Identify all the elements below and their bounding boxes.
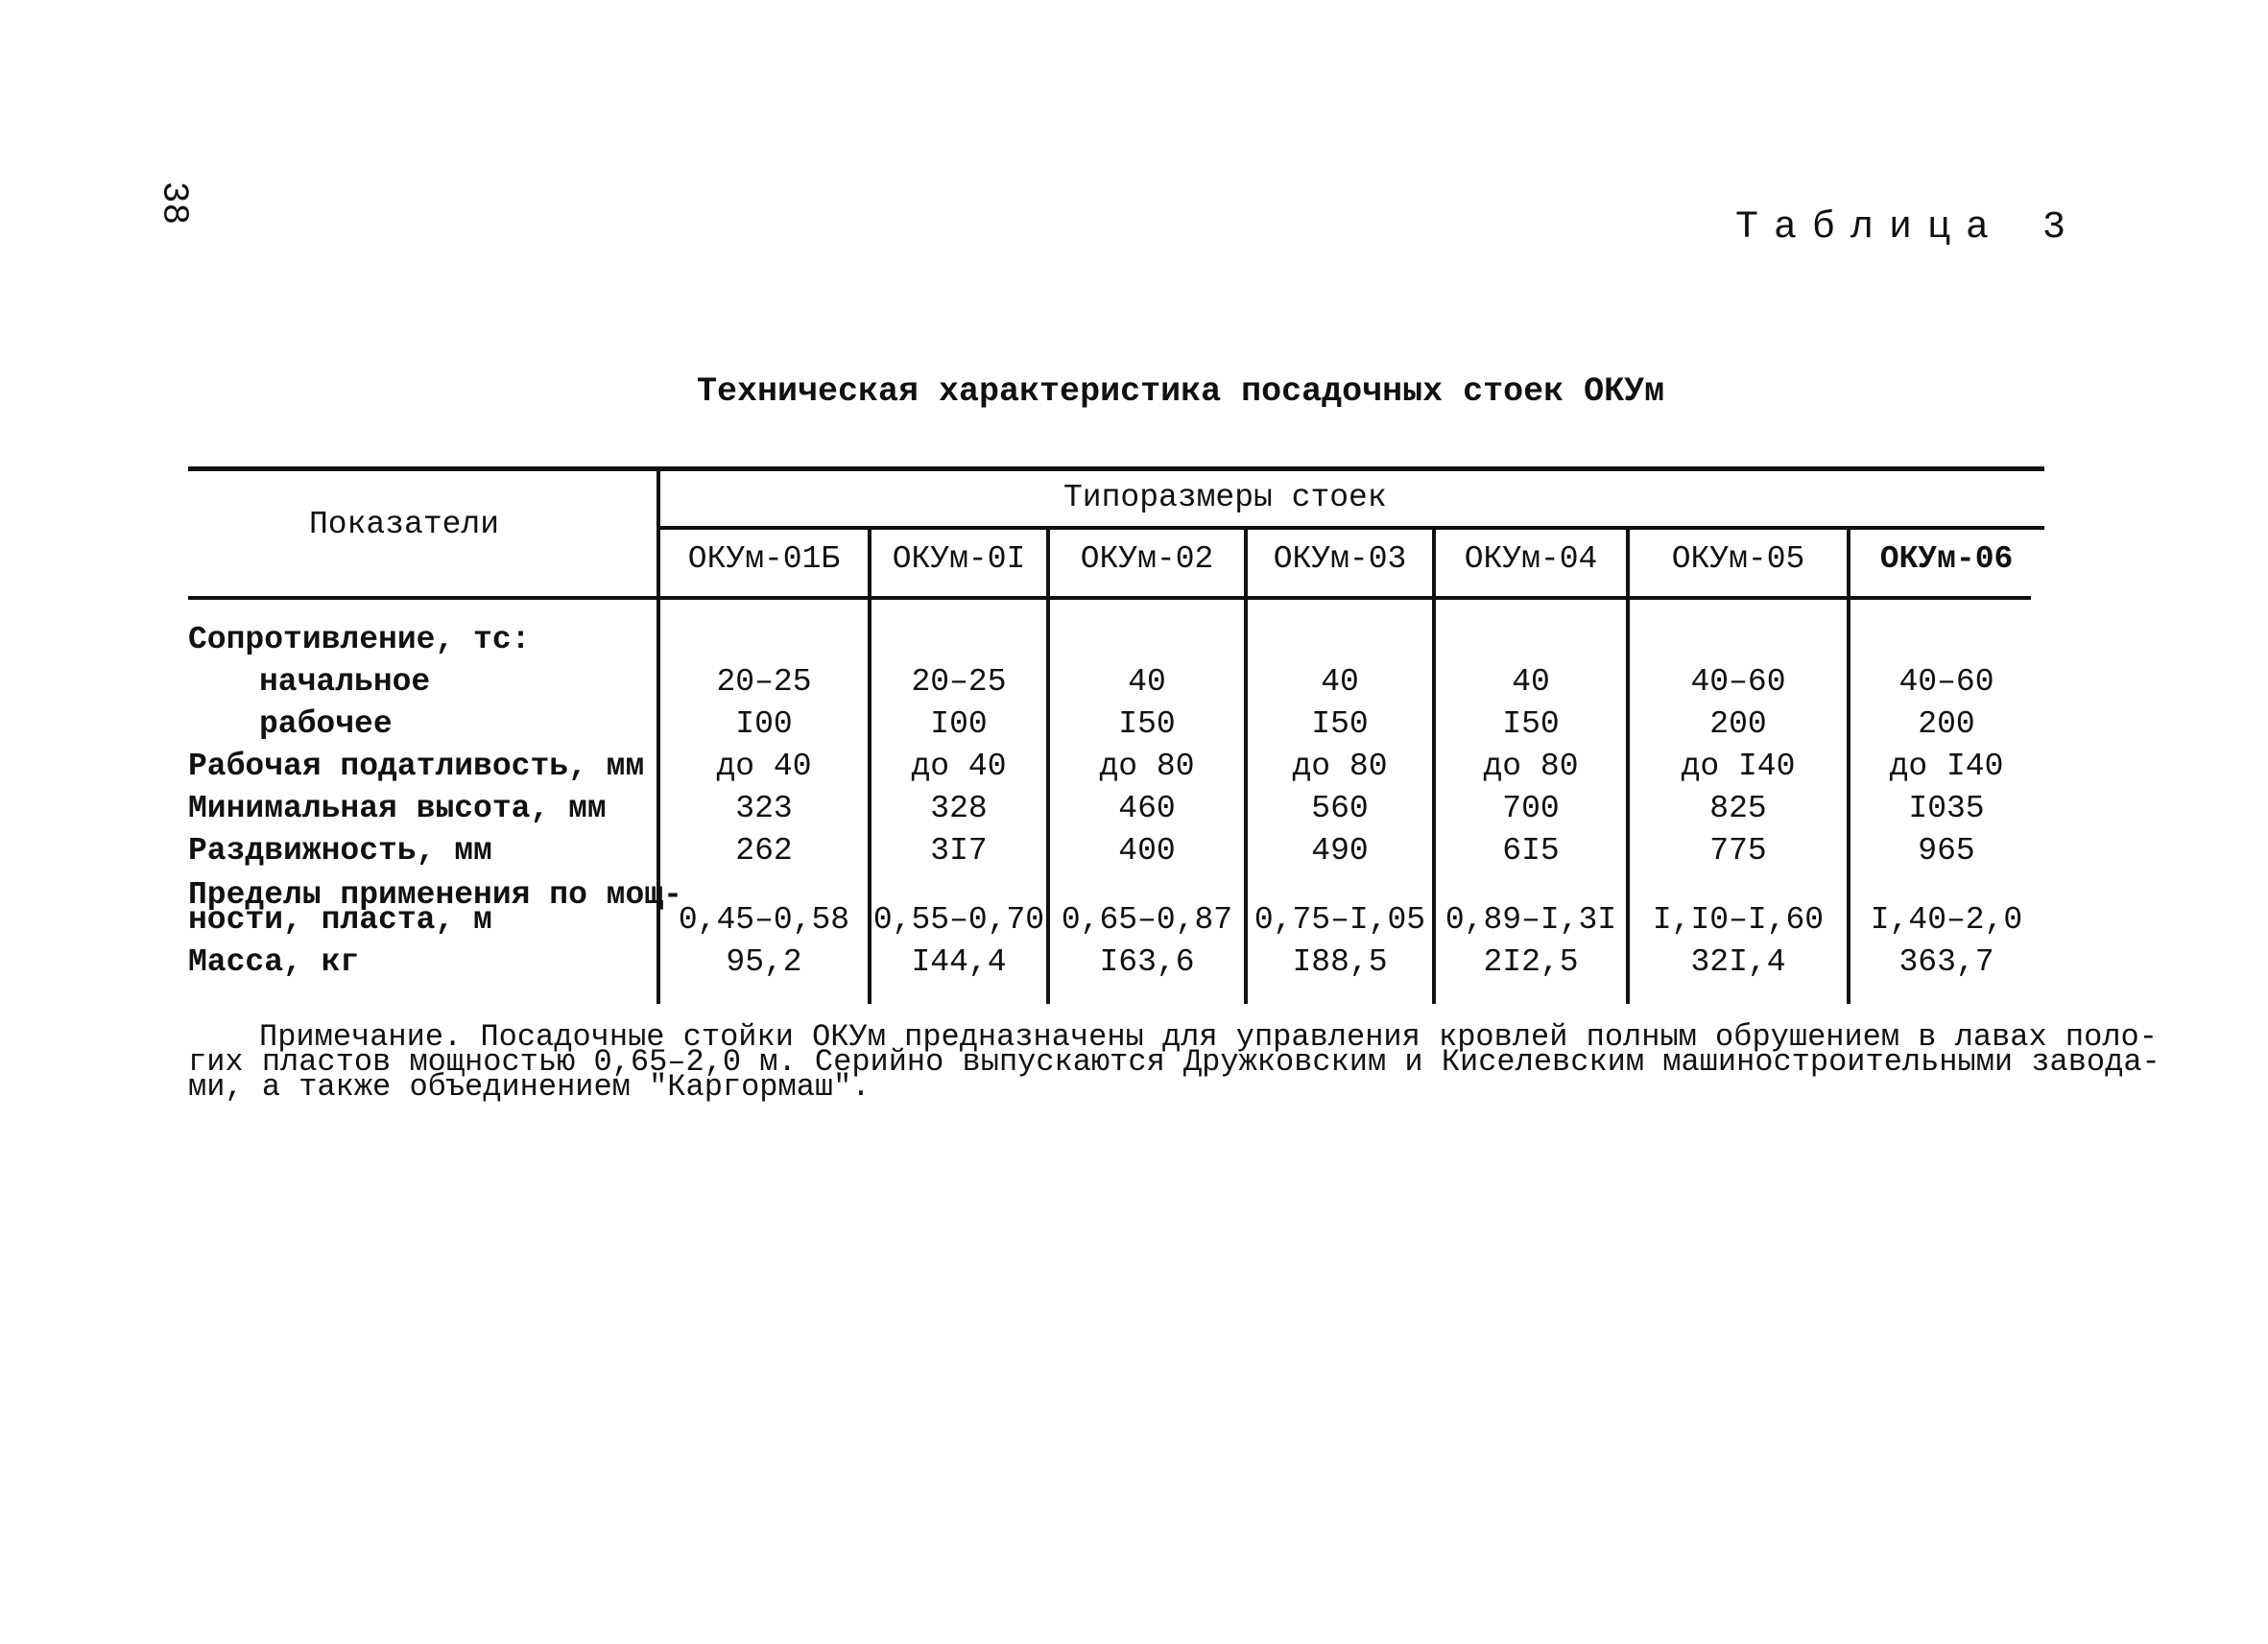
note-line: гих пластов мощностью 0,65–2,0 м. Серийно выпускаются Дружковским и Киселевским машиностроительными завода- [188, 1044, 2161, 1080]
table-cell: 0,89–I,3I [1444, 902, 1617, 938]
col-header-okum-04: ОКУм-04 [1464, 541, 1598, 577]
table-cell: 95,2 [726, 944, 802, 980]
col-header-okum-03: ОКУм-03 [1273, 541, 1407, 577]
col-header-okum-06: ОКУм-06 [1879, 541, 2014, 577]
table-cell: I44,4 [911, 944, 1007, 980]
table-cell: 0,55–0,70 [872, 902, 1045, 938]
note-line: ми, а также объединением "Каргормаш". [188, 1069, 871, 1105]
table-cell: до 40 [911, 749, 1007, 784]
table-cell: до 80 [1292, 749, 1388, 784]
table-cell: 20–25 [911, 664, 1007, 700]
col-header-okum-01b: ОКУм-01Б [687, 541, 841, 577]
group-header-rule [658, 526, 2044, 530]
note-line: Примечание. Посадочные стойки ОКУм предназначены для управления кровлей полным обрушением в лавах поло- [259, 1019, 2158, 1055]
table-cell: 2I2,5 [1483, 944, 1579, 980]
table-cell: I00 [930, 706, 988, 742]
table-cell: I00 [735, 706, 793, 742]
table-cell: 0,75–I,05 [1253, 902, 1426, 938]
col-header-okum-01: ОКУм-0I [892, 541, 1026, 577]
table-cell: 825 [1709, 791, 1767, 826]
table-cell: 40 [1512, 664, 1550, 700]
row-label-working: рабочее [259, 706, 393, 742]
table-cell: 32I,4 [1690, 944, 1786, 980]
table-cell: I,40–2,0 [1870, 902, 2023, 938]
header-indicators: Показатели [309, 507, 500, 542]
table-cell: до 80 [1483, 749, 1579, 784]
table-cell: 560 [1311, 791, 1369, 826]
table-cell: 400 [1118, 833, 1176, 869]
row-label-resistance: Сопротивление, тс: [188, 622, 531, 657]
row-label-min-height: Минимальная высота, мм [188, 791, 607, 826]
col-header-okum-05: ОКУм-05 [1671, 541, 1805, 577]
table-cell: 40–60 [1690, 664, 1786, 700]
row-label-extension: Раздвижность, мм [188, 833, 492, 869]
table-cell: 262 [735, 833, 793, 869]
table-title: Техническая характеристика посадочных стоек ОКУм [697, 372, 1665, 411]
table-cell: 0,45–0,58 [678, 902, 850, 938]
table-top-rule [188, 466, 2044, 471]
table-cell: 363,7 [1898, 944, 1994, 980]
table-cell: I035 [1908, 791, 1985, 826]
table-label: Таблица 3 [1735, 206, 2082, 250]
table-cell: 965 [1918, 833, 1975, 869]
table-cell: до I40 [1681, 749, 1796, 784]
table-cell: 200 [1709, 706, 1767, 742]
header-bottom-rule [188, 596, 2031, 600]
table-cell: 200 [1918, 706, 1975, 742]
spec-table [188, 466, 2044, 1004]
row-label-limits-line1: Пределы применения по мощ- [188, 877, 682, 913]
table-cell: I50 [1502, 706, 1560, 742]
row-label-mass: Масса, кг [188, 944, 360, 980]
page-number: 38 [153, 180, 195, 226]
table-cell: 40 [1321, 664, 1359, 700]
table-cell: 40 [1128, 664, 1166, 700]
table-cell: 40–60 [1898, 664, 1994, 700]
table-cell: 323 [735, 791, 793, 826]
table-cell: 775 [1709, 833, 1767, 869]
table-cell: 20–25 [716, 664, 812, 700]
table-cell: 6I5 [1502, 833, 1560, 869]
table-note [188, 1019, 2161, 1105]
col-header-okum-02: ОКУм-02 [1080, 541, 1214, 577]
table-cell: I50 [1118, 706, 1176, 742]
table-cell: I88,5 [1292, 944, 1388, 980]
table-cell: I50 [1311, 706, 1369, 742]
table-cell: 490 [1311, 833, 1369, 869]
table-cell: I63,6 [1099, 944, 1195, 980]
table-cell: 328 [930, 791, 988, 826]
table-cell: 700 [1502, 791, 1560, 826]
row-label-compliance: Рабочая податливость, мм [188, 749, 645, 784]
row-label-initial: начальное [259, 664, 431, 700]
table-cell: до 80 [1099, 749, 1195, 784]
table-cell: 460 [1118, 791, 1176, 826]
table-cell: I,I0–I,60 [1652, 902, 1825, 938]
header-group: Типоразмеры стоек [1063, 480, 1387, 515]
table-cell: 0,65–0,87 [1061, 902, 1233, 938]
table-cell: 3I7 [930, 833, 988, 869]
table-cell: до I40 [1889, 749, 2004, 784]
row-label-limits-line2: ности, пласта, м [188, 902, 492, 938]
table-cell: до 40 [716, 749, 812, 784]
